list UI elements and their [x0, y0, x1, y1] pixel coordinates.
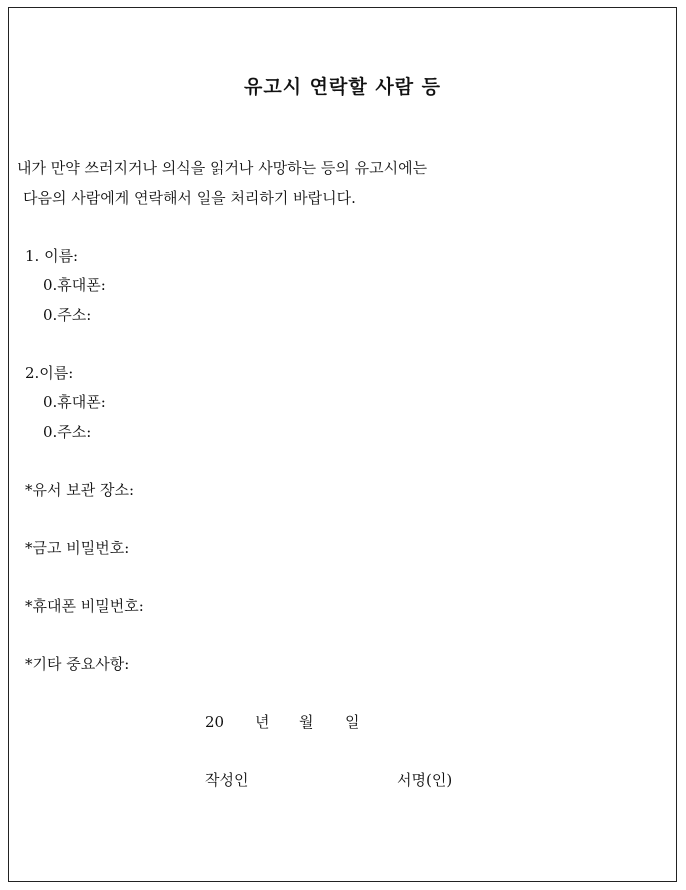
intro-line-1: 내가 만약 쓰러지거나 의식을 읽거나 사망하는 등의 유고시에는	[17, 159, 428, 177]
safe-password-field: *금고 비밀번호:	[25, 539, 130, 557]
intro-line-2: 다음의 사람에게 연락해서 일을 처리하기 바랍니다.	[23, 189, 356, 207]
signature-label: 서명(인)	[397, 771, 453, 789]
date-month-unit: 월	[299, 713, 314, 731]
author-label: 작성인	[205, 771, 249, 789]
contact-1-name-field: 1. 이름:	[25, 247, 79, 265]
document-title: 유고시 연락할 사람 등	[243, 76, 442, 98]
contact-2-name-field: 2.이름:	[25, 364, 74, 382]
contact-2-phone-field: 0.휴대폰:	[43, 393, 106, 411]
date-day-unit: 일	[345, 713, 360, 731]
will-location-field: *유서 보관 장소:	[25, 481, 135, 499]
contact-1-phone-field: 0.휴대폰:	[43, 276, 106, 294]
contact-2-address-field: 0.주소:	[43, 423, 92, 441]
document-page	[8, 7, 677, 882]
contact-1-address-field: 0.주소:	[43, 306, 92, 324]
date-year: 20	[205, 713, 225, 731]
other-notes-field: *기타 중요사항:	[25, 655, 130, 673]
date-year-unit: 년	[255, 713, 270, 731]
phone-password-field: *휴대폰 비밀번호:	[25, 597, 144, 615]
